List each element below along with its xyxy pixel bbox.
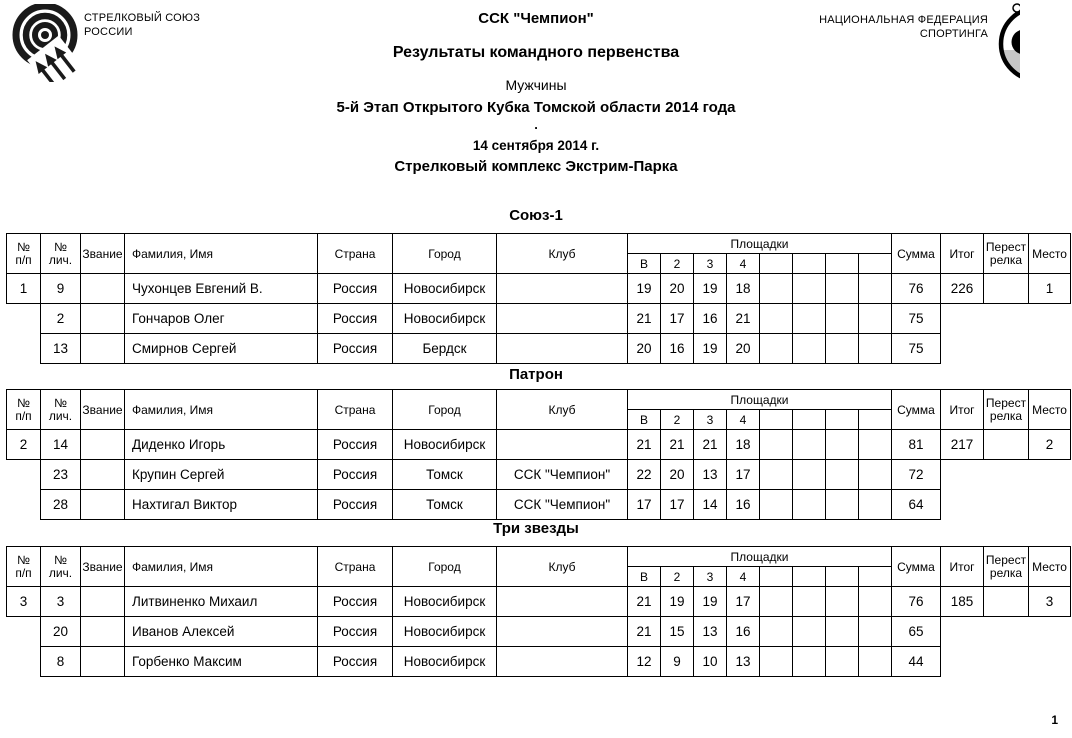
col-rank: Звание bbox=[81, 234, 125, 274]
cell-country: Россия bbox=[318, 647, 393, 677]
col-city: Город bbox=[393, 547, 497, 587]
cell-stage bbox=[859, 274, 892, 304]
cell-stage bbox=[859, 647, 892, 677]
cell-npp: 3 bbox=[7, 587, 41, 617]
cell-num: 28 bbox=[41, 490, 81, 520]
category-label: Мужчины bbox=[505, 77, 567, 93]
col-stage: 2 bbox=[661, 567, 694, 587]
col-stages-group: Площадки bbox=[628, 547, 892, 567]
cell-country: Россия bbox=[318, 334, 393, 364]
cell-sum: 76 bbox=[892, 274, 941, 304]
cell-stage bbox=[793, 430, 826, 460]
cell-city: Новосибирск bbox=[393, 647, 497, 677]
col-stages-group: Площадки bbox=[628, 234, 892, 254]
cell-total: 226 bbox=[941, 274, 984, 304]
cell-npp bbox=[7, 334, 41, 364]
cell-rank bbox=[81, 490, 125, 520]
cell-stage: 21 bbox=[628, 430, 661, 460]
cell-place bbox=[1029, 617, 1071, 647]
cell-club: ССК "Чемпион" bbox=[497, 460, 628, 490]
cell-stage bbox=[793, 647, 826, 677]
cell-city: Новосибирск bbox=[393, 304, 497, 334]
cell-npp bbox=[7, 490, 41, 520]
cell-sum: 72 bbox=[892, 460, 941, 490]
results-table-patron bbox=[6, 389, 1071, 520]
cell-num: 14 bbox=[41, 430, 81, 460]
cell-sum: 81 bbox=[892, 430, 941, 460]
cell-num: 20 bbox=[41, 617, 81, 647]
col-num bbox=[41, 547, 81, 587]
col-stage: В bbox=[628, 254, 661, 274]
cell-stage: 17 bbox=[661, 490, 694, 520]
cell-total bbox=[941, 647, 984, 677]
cell-stage: 10 bbox=[694, 647, 727, 677]
table-row bbox=[7, 430, 1071, 460]
cell-sum: 65 bbox=[892, 617, 941, 647]
col-npp-line1: № bbox=[17, 553, 30, 567]
col-stages-group: Площадки bbox=[628, 390, 892, 410]
col-city: Город bbox=[393, 234, 497, 274]
results-table-soyuz-1 bbox=[6, 233, 1071, 364]
cell-club bbox=[497, 274, 628, 304]
cell-country: Россия bbox=[318, 587, 393, 617]
cell-stage: 17 bbox=[727, 460, 760, 490]
col-npp-line2: п/п bbox=[15, 252, 32, 267]
cell-shootoff bbox=[984, 647, 1029, 677]
cell-stage: 21 bbox=[628, 617, 661, 647]
cell-total: 185 bbox=[941, 587, 984, 617]
cell-place: 2 bbox=[1029, 430, 1071, 460]
cell-stage: 12 bbox=[628, 647, 661, 677]
col-shootoff bbox=[984, 547, 1029, 587]
cell-rank bbox=[81, 587, 125, 617]
cell-shootoff bbox=[984, 304, 1029, 334]
cell-city: Томск bbox=[393, 490, 497, 520]
cell-club bbox=[497, 587, 628, 617]
cell-city: Новосибирск bbox=[393, 587, 497, 617]
cell-stage bbox=[793, 490, 826, 520]
cell-sum: 75 bbox=[892, 334, 941, 364]
col-club: Клуб bbox=[497, 547, 628, 587]
cell-stage: 19 bbox=[694, 334, 727, 364]
col-stage bbox=[760, 410, 793, 430]
col-num bbox=[41, 390, 81, 430]
col-npp bbox=[7, 234, 41, 274]
cell-country: Россия bbox=[318, 460, 393, 490]
cell-stage bbox=[826, 274, 859, 304]
cell-name: Смирнов Сергей bbox=[125, 334, 318, 364]
cell-stage: 20 bbox=[661, 460, 694, 490]
cell-stage: 20 bbox=[727, 334, 760, 364]
org-left-line1: СТРЕЛКОВЫЙ СОЮЗ bbox=[84, 12, 201, 24]
cell-stage bbox=[760, 274, 793, 304]
cell-rank bbox=[81, 274, 125, 304]
cell-stage bbox=[793, 304, 826, 334]
cell-shootoff bbox=[984, 334, 1029, 364]
col-sum: Сумма bbox=[892, 390, 941, 430]
col-stage bbox=[826, 254, 859, 274]
cell-name: Нахтигал Виктор bbox=[125, 490, 318, 520]
cell-num: 3 bbox=[41, 587, 81, 617]
cell-stage: 19 bbox=[628, 274, 661, 304]
cell-sum: 75 bbox=[892, 304, 941, 334]
col-shootoff bbox=[984, 390, 1029, 430]
org-right-line1: НАЦИОНАЛЬНАЯ ФЕДЕРАЦИЯ bbox=[819, 14, 988, 26]
col-place: Место bbox=[1029, 547, 1071, 587]
cell-stage bbox=[760, 304, 793, 334]
cell-npp bbox=[7, 647, 41, 677]
cell-stage bbox=[859, 460, 892, 490]
cell-total bbox=[941, 460, 984, 490]
col-rank: Звание bbox=[81, 390, 125, 430]
cell-stage bbox=[760, 490, 793, 520]
cell-rank bbox=[81, 430, 125, 460]
col-num-line2: лич. bbox=[48, 565, 73, 580]
cell-shootoff bbox=[984, 617, 1029, 647]
col-stage: 4 bbox=[727, 567, 760, 587]
cell-num: 23 bbox=[41, 460, 81, 490]
cell-stage: 14 bbox=[694, 490, 727, 520]
org-right-line2: СПОРТИНГА bbox=[919, 28, 988, 40]
cell-stage: 19 bbox=[694, 274, 727, 304]
col-city: Город bbox=[393, 390, 497, 430]
cell-stage: 16 bbox=[727, 617, 760, 647]
cell-total bbox=[941, 334, 984, 364]
col-rank: Звание bbox=[81, 547, 125, 587]
cell-shootoff bbox=[984, 490, 1029, 520]
cell-name: Горбенко Максим bbox=[125, 647, 318, 677]
cell-total: 217 bbox=[941, 430, 984, 460]
table-row bbox=[7, 617, 1071, 647]
cell-name: Крупин Сергей bbox=[125, 460, 318, 490]
cell-place bbox=[1029, 490, 1071, 520]
cell-stage: 16 bbox=[727, 490, 760, 520]
col-stage bbox=[859, 410, 892, 430]
cell-place bbox=[1029, 460, 1071, 490]
cell-total bbox=[941, 304, 984, 334]
col-npp-line1: № bbox=[17, 240, 30, 254]
cell-stage bbox=[826, 460, 859, 490]
cell-sum: 64 bbox=[892, 490, 941, 520]
cell-name: Чухонцев Евгений В. bbox=[125, 274, 318, 304]
col-stage bbox=[760, 567, 793, 587]
table-row bbox=[7, 587, 1071, 617]
cell-shootoff bbox=[984, 460, 1029, 490]
cell-stage bbox=[760, 617, 793, 647]
cell-rank bbox=[81, 647, 125, 677]
col-shootoff-line1: Перест bbox=[985, 553, 1027, 567]
col-num bbox=[41, 234, 81, 274]
col-stage bbox=[859, 567, 892, 587]
results-table-tri-zvezdy bbox=[6, 546, 1071, 677]
col-country: Страна bbox=[318, 547, 393, 587]
col-stage: В bbox=[628, 567, 661, 587]
cell-rank bbox=[81, 304, 125, 334]
cell-stage: 19 bbox=[661, 587, 694, 617]
cell-stage: 18 bbox=[727, 430, 760, 460]
cell-sum: 44 bbox=[892, 647, 941, 677]
cell-stage bbox=[859, 430, 892, 460]
col-sum: Сумма bbox=[892, 234, 941, 274]
cell-stage bbox=[793, 274, 826, 304]
cell-stage bbox=[793, 460, 826, 490]
table-row bbox=[7, 490, 1071, 520]
cell-city: Новосибирск bbox=[393, 430, 497, 460]
cell-stage bbox=[859, 617, 892, 647]
cell-stage bbox=[826, 490, 859, 520]
col-total: Итог bbox=[941, 234, 984, 274]
cell-stage bbox=[793, 617, 826, 647]
cell-stage bbox=[826, 430, 859, 460]
cell-npp: 2 bbox=[7, 430, 41, 460]
cell-stage bbox=[826, 304, 859, 334]
cell-stage: 17 bbox=[628, 490, 661, 520]
cell-place: 3 bbox=[1029, 587, 1071, 617]
club-name: ССК "Чемпион" bbox=[478, 10, 594, 27]
cell-country: Россия bbox=[318, 304, 393, 334]
col-num-line1: № bbox=[54, 553, 67, 567]
col-stage bbox=[826, 410, 859, 430]
cell-shootoff bbox=[984, 430, 1029, 460]
cell-club bbox=[497, 617, 628, 647]
col-country: Страна bbox=[318, 234, 393, 274]
cell-stage bbox=[760, 460, 793, 490]
cell-name: Литвиненко Михаил bbox=[125, 587, 318, 617]
cell-rank bbox=[81, 617, 125, 647]
team-title-tri-zvezdy: Три звезды bbox=[493, 520, 579, 537]
col-npp bbox=[7, 547, 41, 587]
table-row bbox=[7, 647, 1071, 677]
col-stage: 4 bbox=[727, 254, 760, 274]
cell-country: Россия bbox=[318, 617, 393, 647]
cell-stage bbox=[760, 587, 793, 617]
cell-stage: 16 bbox=[661, 334, 694, 364]
cell-stage bbox=[793, 587, 826, 617]
cell-num: 13 bbox=[41, 334, 81, 364]
table-row bbox=[7, 334, 1071, 364]
col-stage bbox=[793, 254, 826, 274]
cell-club: ССК "Чемпион" bbox=[497, 490, 628, 520]
col-country: Страна bbox=[318, 390, 393, 430]
col-stage: 2 bbox=[661, 254, 694, 274]
cell-stage: 13 bbox=[694, 460, 727, 490]
cell-city: Новосибирск bbox=[393, 274, 497, 304]
cell-stage bbox=[760, 334, 793, 364]
cell-stage bbox=[859, 490, 892, 520]
col-num-line2: лич. bbox=[48, 408, 73, 423]
col-num-line1: № bbox=[54, 396, 67, 410]
cell-stage: 17 bbox=[661, 304, 694, 334]
col-shootoff-line2: релка bbox=[989, 252, 1023, 267]
cell-place bbox=[1029, 304, 1071, 334]
col-sum: Сумма bbox=[892, 547, 941, 587]
cell-total bbox=[941, 490, 984, 520]
cell-place: 1 bbox=[1029, 274, 1071, 304]
col-shootoff-line2: релка bbox=[989, 408, 1023, 423]
cell-rank bbox=[81, 460, 125, 490]
cell-stage: 15 bbox=[661, 617, 694, 647]
cell-stage: 20 bbox=[628, 334, 661, 364]
cell-total bbox=[941, 617, 984, 647]
cell-city: Томск bbox=[393, 460, 497, 490]
cell-stage: 21 bbox=[727, 304, 760, 334]
cell-stage bbox=[760, 430, 793, 460]
team-title-patron: Патрон bbox=[509, 366, 563, 383]
cell-stage bbox=[826, 617, 859, 647]
table-row bbox=[7, 304, 1071, 334]
col-shootoff bbox=[984, 234, 1029, 274]
cell-club bbox=[497, 304, 628, 334]
cell-stage: 22 bbox=[628, 460, 661, 490]
col-stage: 3 bbox=[694, 567, 727, 587]
col-shootoff-line1: Перест bbox=[985, 240, 1027, 254]
document-title: Результаты командного первенства bbox=[392, 44, 680, 61]
cell-stage bbox=[859, 334, 892, 364]
cell-npp bbox=[7, 460, 41, 490]
col-stage: 2 bbox=[661, 410, 694, 430]
cell-stage bbox=[826, 587, 859, 617]
col-total: Итог bbox=[941, 390, 984, 430]
table-row bbox=[7, 460, 1071, 490]
col-name: Фамилия, Имя bbox=[125, 234, 318, 274]
table-row bbox=[7, 274, 1071, 304]
col-shootoff-line2: релка bbox=[989, 565, 1023, 580]
cell-country: Россия bbox=[318, 430, 393, 460]
event-date: 14 сентября 2014 г. bbox=[472, 138, 600, 153]
cell-stage bbox=[826, 647, 859, 677]
cell-stage bbox=[859, 587, 892, 617]
cell-name: Иванов Алексей bbox=[125, 617, 318, 647]
cell-name: Диденко Игорь bbox=[125, 430, 318, 460]
col-stage: В bbox=[628, 410, 661, 430]
venue-label: Стрелковый комплекс Экстрим-Парка bbox=[394, 158, 678, 175]
col-stage: 3 bbox=[694, 254, 727, 274]
cell-shootoff bbox=[984, 587, 1029, 617]
cell-name: Гончаров Олег bbox=[125, 304, 318, 334]
cell-num: 8 bbox=[41, 647, 81, 677]
org-left-line2: РОССИИ bbox=[84, 26, 133, 38]
col-stage: 3 bbox=[694, 410, 727, 430]
col-npp-line1: № bbox=[17, 396, 30, 410]
cell-stage bbox=[826, 334, 859, 364]
cell-country: Россия bbox=[318, 490, 393, 520]
col-stage bbox=[826, 567, 859, 587]
cell-city: Новосибирск bbox=[393, 617, 497, 647]
cell-country: Россия bbox=[318, 274, 393, 304]
col-npp-line2: п/п bbox=[15, 565, 32, 580]
cell-stage: 16 bbox=[694, 304, 727, 334]
col-stage bbox=[760, 254, 793, 274]
cell-stage: 13 bbox=[727, 647, 760, 677]
cell-rank bbox=[81, 334, 125, 364]
cell-stage: 18 bbox=[727, 274, 760, 304]
cell-stage: 20 bbox=[661, 274, 694, 304]
col-name: Фамилия, Имя bbox=[125, 547, 318, 587]
cell-stage: 17 bbox=[727, 587, 760, 617]
event-title: 5-й Этап Открытого Кубка Томской области 2014 года bbox=[336, 99, 736, 116]
cell-stage: 19 bbox=[694, 587, 727, 617]
col-num-line1: № bbox=[54, 240, 67, 254]
col-npp-line2: п/п bbox=[15, 408, 32, 423]
col-stage: 4 bbox=[727, 410, 760, 430]
cell-num: 2 bbox=[41, 304, 81, 334]
cell-club bbox=[497, 647, 628, 677]
cell-stage: 21 bbox=[661, 430, 694, 460]
col-club: Клуб bbox=[497, 390, 628, 430]
team-title-soyuz-1: Союз-1 bbox=[509, 207, 563, 224]
col-total: Итог bbox=[941, 547, 984, 587]
cell-stage: 13 bbox=[694, 617, 727, 647]
cell-stage: 9 bbox=[661, 647, 694, 677]
col-stage bbox=[793, 410, 826, 430]
cell-club bbox=[497, 430, 628, 460]
col-num-line2: лич. bbox=[48, 252, 73, 267]
cell-sum: 76 bbox=[892, 587, 941, 617]
col-name: Фамилия, Имя bbox=[125, 390, 318, 430]
col-club: Клуб bbox=[497, 234, 628, 274]
cell-stage: 21 bbox=[694, 430, 727, 460]
cell-place bbox=[1029, 334, 1071, 364]
cell-shootoff bbox=[984, 274, 1029, 304]
col-place: Место bbox=[1029, 390, 1071, 430]
cell-place bbox=[1029, 647, 1071, 677]
cell-stage: 21 bbox=[628, 587, 661, 617]
cell-npp: 1 bbox=[7, 274, 41, 304]
cell-city: Бердск bbox=[393, 334, 497, 364]
separator-dot: . bbox=[534, 117, 538, 132]
col-place: Место bbox=[1029, 234, 1071, 274]
cell-stage bbox=[793, 334, 826, 364]
cell-stage: 21 bbox=[628, 304, 661, 334]
page-number: 1 bbox=[1051, 713, 1058, 727]
col-stage bbox=[793, 567, 826, 587]
cell-npp bbox=[7, 304, 41, 334]
col-stage bbox=[859, 254, 892, 274]
cell-num: 9 bbox=[41, 274, 81, 304]
col-shootoff-line1: Перест bbox=[985, 396, 1027, 410]
col-npp bbox=[7, 390, 41, 430]
cell-stage bbox=[760, 647, 793, 677]
cell-npp bbox=[7, 617, 41, 647]
cell-stage bbox=[859, 304, 892, 334]
cell-club bbox=[497, 334, 628, 364]
